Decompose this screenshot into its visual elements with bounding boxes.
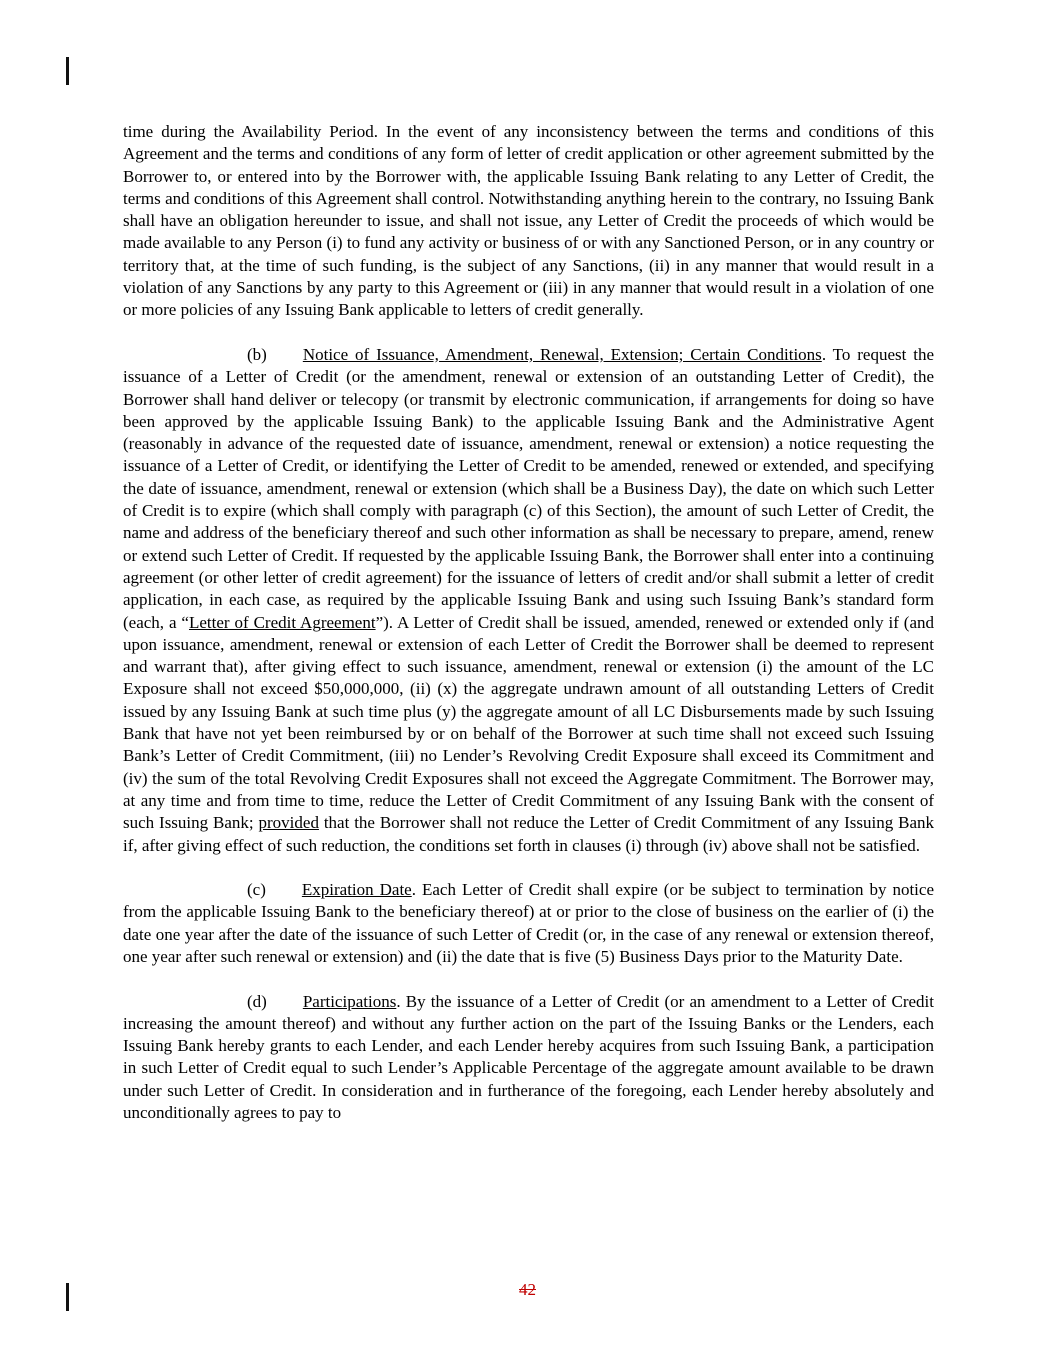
text-run: . Each Letter of Credit shall expire (or be subject to termination by notice from the applicable Issuing Bank to the beneficiary thereof) at or prior to the close of business on the earlier of (i) the date one year after the date of the issuance of such Letter of Credit (or, in the case of any renewal or extension thereof, one year after such renewal or extension) and (ii) the date that is five (5) Business Days prior to the Maturity Date. <box>123 880 934 966</box>
text-run: . To request the issuance of a Letter of Credit (or the amendment, renewal or extension of an outstanding Letter of Credit), the Borrower shall hand deliver or telecopy (or transmit by electronic communication, if arrangements for doing so have been approved by the applicable Issuing Bank) to the applicable Issuing Bank and the Administrative Agent (reasonably in advance of the requested date of issuance, amendment, renewal or extension) a notice requesting the issuance of a Letter of Credit, or identifying the Letter of Credit to be amended, renewed or extended, and specifying the date of issuance, amendment, renewal or extension (which shall be a Business Day), the date on which such Letter of Credit is to expire (which shall comply with paragraph (c) of this Section), the amount of such Letter of Credit, the name and address of the beneficiary thereof and such other information as shall be necessary to prepare, amend, renew or extend such Letter of Credit. If requested by the applicable Issuing Bank, the Borrower shall enter into a continuing agreement (or other letter of credit agreement) for the issuance of letters of credit and/or shall submit a letter of credit application, in each case, as required by the applicable Issuing Bank and using such Issuing Bank’s standard form (each, a “ <box>123 344 934 632</box>
proviso-term: provided <box>258 813 319 833</box>
list-marker: (d) <box>247 991 267 1011</box>
clause-heading: Expiration Date <box>301 880 412 900</box>
text-run: time during the Availability Period. In the event of any inconsistency between the terms and conditions of this Agreement and the terms and conditions of any form of letter of credit application or other agreement submitted by the Borrower to, or entered into by the Borrower with, the applicable Issuing Bank relating to any Letter of Credit, the terms and conditions of this Agreement shall control. Notwithstanding anything herein to the contrary, no Issuing Bank shall have an obligation hereunder to issue, and shall not issue, any Letter of Credit the proceeds of which would be made available to any Person (i) to fund any activity or business of or with any Sanctioned Person, or in any country or territory that, at the time of such funding, is the subject of any Sanctions, (ii) in any manner that would result in a violation of any Sanctions by any party to this Agreement or (iii) in any manner that would result in a violation of one or more policies of any Issuing Bank applicable to letters of credit generally. <box>123 122 934 320</box>
page-footer <box>0 1279 1055 1301</box>
document-body <box>123 121 934 1124</box>
clause-heading: Participations <box>302 991 397 1011</box>
paragraph-clause-c <box>123 879 934 968</box>
page-number: 42 <box>519 1280 536 1299</box>
paragraph-continuation <box>123 121 934 322</box>
defined-term: Letter of Credit Agreement <box>188 612 376 632</box>
paragraph-clause-d <box>123 991 934 1125</box>
paragraph-clause-b <box>123 344 934 857</box>
text-run: . By the issuance of a Letter of Credit (or an amendment to a Letter of Credit increasing the amount thereof) and without any further action on the part of the Issuing Banks or the Lenders, each Issuing Bank hereby grants to each Lender, and each Lender hereby acquires from such Issuing Bank, a participation in such Letter of Credit equal to such Lender’s Applicable Percentage of the aggregate amount available to be drawn under such Letter of Credit. In consideration and in furtherance of the foregoing, each Lender hereby absolutely and unconditionally agrees to pay to <box>123 991 934 1123</box>
text-run: that the Borrower shall not reduce the Letter of Credit Commitment of any Issuing Bank if, after giving effect of such reduction, the conditions set forth in clauses (i) through (iv) above shall not be satisfied. <box>123 813 935 855</box>
list-marker: (b) <box>247 344 267 364</box>
change-bar-icon <box>66 57 69 85</box>
text-run: ”). A Letter of Credit shall be issued, amended, renewed or extended only if (and upon issuance, amendment, renewal or extension of each Letter of Credit the Borrower shall be deemed to represent and warrant that), after giving effect to such issuance, amendment, renewal or extension (i) the amount of the LC Exposure shall not exceed $50,000,000, (ii) (x) the aggregate undrawn amount of all outstanding Letters of Credit issued by any Issuing Bank at such time plus (y) the aggregate amount of all LC Disbursements made by such Issuing Bank that have not yet been reimbursed by or on behalf of the Borrower at such time shall not exceed such Issuing Bank’s Letter of Credit Commitment, (iii) no Lender’s Revolving Credit Exposure shall exceed its Commitment and (iv) the sum of the total Revolving Credit Exposures shall not exceed the Aggregate Commitment. The Borrower may, at any time and from time to time, reduce the Letter of Credit Commitment of any Issuing Bank with the consent of such Issuing Bank; <box>123 612 934 833</box>
list-marker: (c) <box>247 880 266 900</box>
clause-heading: Notice of Issuance, Amendment, Renewal, Extension; Certain Conditions <box>302 344 822 364</box>
